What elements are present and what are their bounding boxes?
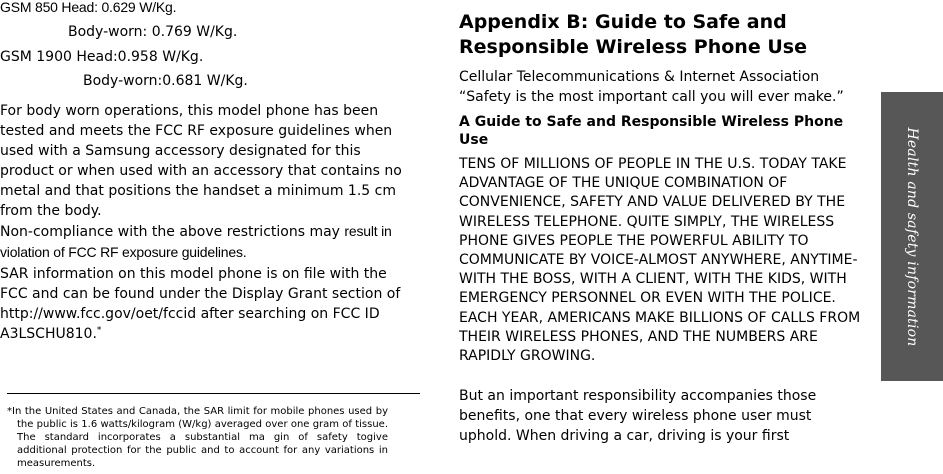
- sar-gsm850-body: Body-worn: 0.769 W/Kg.: [68, 24, 238, 40]
- caps-paragraph: TENS OF MILLIONS OF PEOPLE IN THE U.S. TODAY TAKE ADVANTAGE OF THE UNIQUE COMBINATION OF CONVENIENCE, SAFETY AND VALUE DELIVERED BY THE WIRELESS TELEPHONE. QUITE SIMPLY, THE WIRELESS PHONE GIVES PEOPLE THE POWERFUL ABILITY TO COMMUNICATE BY VOICE-ALMOST ANYWHERE, ANYTIME-WITH THE BOSS, WITH A CLIENT, WITH THE KIDS, WITH EMERGENCY PERSONNEL OR EVEN WITH THE POLICE. EACH YEAR, AMERICANS MAKE BILLIONS OF CALLS FROM THEIR WIRELESS PHONES, AND THE NUMBERS ARE RAPIDLY GROWING.: [459, 156, 861, 365]
- noncompliance-text: Non-compliance with the above restrictions may: [0, 224, 345, 240]
- appendix-heading: Appendix B: Guide to Safe and Responsible Wireless Phone Use: [459, 11, 807, 58]
- noncompliance-paragraph: [0, 221, 412, 263]
- sar-info-paragraph: [0, 264, 410, 344]
- footnote: *In the United States and Canada, the SAR limit for mobile phones used by the public is 1.6 watts/kilogram (W/kg) averaged over one gram of tissue. The standard incorporates a substantial ma gin of safety togive additional protection for the public and to account for any variations in measurements.: [7, 406, 388, 469]
- section-side-tab: [881, 92, 943, 381]
- sar-gsm1900-body: Body-worn:0.681 W/Kg.: [83, 73, 248, 89]
- sar-gsm1900-head: GSM 1900 Head:0.958 W/Kg.: [0, 49, 204, 65]
- sar-gsm850-head: GSM 850 Head: 0.629 W/Kg.: [0, 0, 177, 15]
- footnote-divider: [7, 393, 420, 394]
- noncompliance-text-narrow: result in violation of FCC RF exposure guidelines.: [0, 223, 392, 260]
- body-worn-paragraph: For body worn operations, this model phone has been tested and meets the FCC RF exposure guidelines when used with a Samsung accessory designated for this product or when used with an accessory that contains no metal and that positions the handset a minimum 1.5 cm from the body.: [0, 103, 402, 219]
- guide-subheading: A Guide to Safe and Responsible Wireless Phone Use: [459, 114, 844, 148]
- responsibility-paragraph: But an important responsibility accompanies those benefits, one that every wireless phone user must uphold. When driving a car, driving is your first: [459, 388, 817, 444]
- org-line: Cellular Telecommunications & Internet Association: [459, 69, 820, 85]
- quote-line: “Safety is the most important call you will ever make.”: [459, 89, 844, 105]
- side-tab-label: Health and safety information: [904, 127, 920, 346]
- footnote-marker: *: [96, 325, 102, 336]
- sar-info-text: SAR information on this model phone is on file with the FCC and can be found under the Display Grant section of http://www.fcc.gov/oet/fccid after searching on FCC ID A3LSCHU810.: [0, 266, 401, 342]
